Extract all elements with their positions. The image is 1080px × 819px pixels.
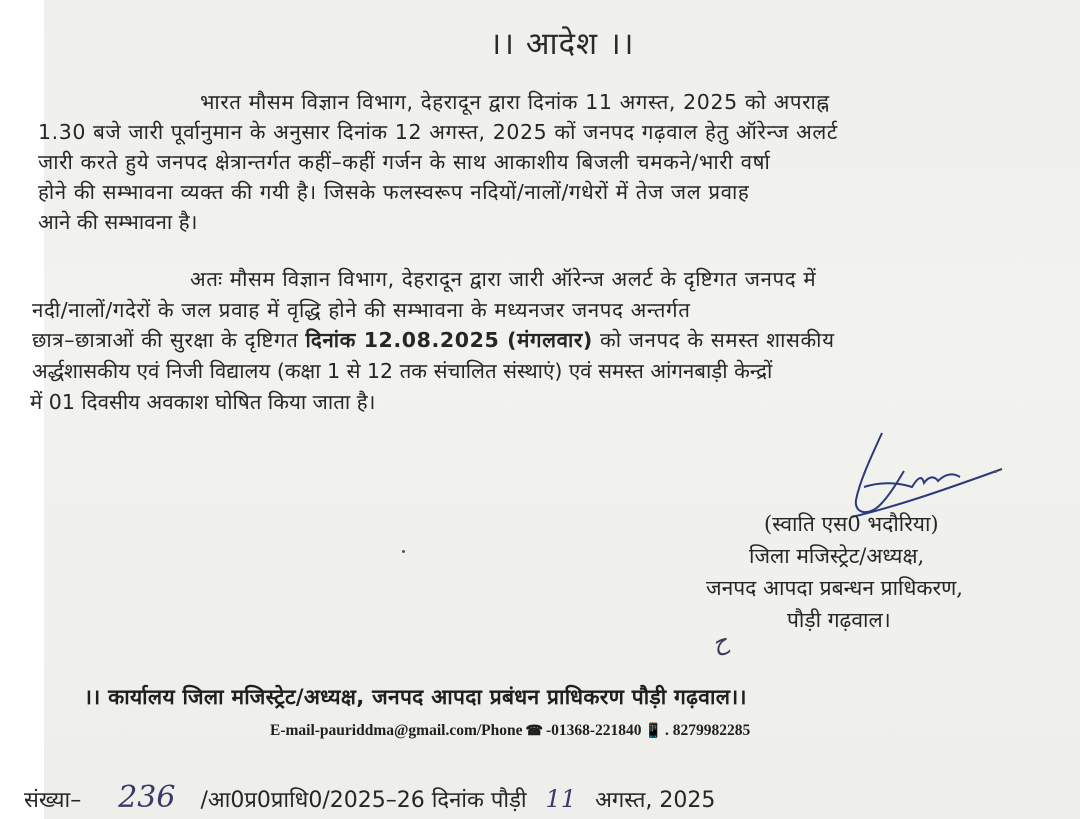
para1-line-4: होने की सम्भावना व्यक्त की गयी है। जिसके फलस्वरूप नदियों/नालों/गधेरों में तेज जल प्रवाह <box>38 180 750 204</box>
office-heading: ।। कार्यालय जिला मजिस्ट्रेट/अध्यक्ष, जनपद आपदा प्रबंधन प्राधिकरण पौड़ी गढ़वाल।। <box>84 685 747 709</box>
signatory-place: पौड़ी गढ़वाल। <box>787 608 891 632</box>
reference-number: 236 <box>118 780 176 815</box>
reference-line <box>24 780 716 815</box>
reference-day: 11 <box>545 785 577 813</box>
para2-line-3-end: को जनपद के समस्त शासकीय <box>592 328 835 352</box>
landline-number: -01368-221840 <box>545 722 642 739</box>
para2-line-1: अतः मौसम विज्ञान विभाग, देहरादून द्वारा जारी ऑरेन्ज अलर्ट के दृष्टिगत जनपद में <box>190 267 817 291</box>
signatory-designation: जिला मजिस्ट्रेट/अध्यक्ष, <box>749 544 925 568</box>
contact-line <box>270 722 750 740</box>
para2-line-3 <box>32 326 835 354</box>
telephone-icon: ☎ <box>525 724 543 739</box>
para1-line-2: 1.30 बजे जारी पूर्वानुमान के अनुसार दिनांक 12 अगस्त, 2025 कों जनपद गढ़वाल हेतु ऑरेन्ज अलर्ट <box>38 120 838 144</box>
para2-line-3-start: छात्र–छात्राओं की सुरक्षा के दृष्टिगत <box>32 328 306 352</box>
mobile-number: . 8279982285 <box>665 722 751 739</box>
reference-code: /आ0प्र0प्राधि0/2025–26 दिनांक पौड़ी <box>200 788 527 813</box>
signatory-authority: जनपद आपदा प्रबन्धन प्राधिकरण, <box>706 576 963 600</box>
reference-prefix: संख्या– <box>24 788 82 813</box>
ink-dot <box>994 470 997 473</box>
ink-dot <box>402 550 405 553</box>
para2-line-4: अर्द्धशासकीय एवं निजी विद्यालय (कक्षा 1 से 12 तक संचालित संस्थाएं) एवं समस्त आंगनबाड़ी केन्द्रों <box>32 359 773 383</box>
para1-line-3: जारी करते हुये जनपद क्षेत्रान्तर्गत कहीं–कहीं गर्जन के साथ आकाशीय बिजली चमकने/भारी वर्षा <box>38 150 771 174</box>
holiday-date: दिनांक 12.08.2025 (मंगलवार) <box>305 328 593 352</box>
reference-month-year: अगस्त, 2025 <box>595 788 716 813</box>
mobile-phone-icon: 📱 <box>644 724 662 739</box>
contact-email: E-mail-pauriddma@gmail.com/Phone <box>270 722 523 739</box>
page-title: ।। आदेश ।। <box>489 26 635 62</box>
para2-line-2: नदी/नालों/गदेरों के जल प्रवाह में वृद्धि होने की सम्भावना के मध्यनजर जनपद अन्तर्गत <box>32 298 691 322</box>
initial-mark: ح <box>707 626 732 658</box>
para2-line-5: में 01 दिवसीय अवकाश घोषित किया जाता है। <box>30 390 376 414</box>
para1-line-5: आने की सम्भावना है। <box>38 210 198 234</box>
order-document <box>24 0 1080 819</box>
para1-line-1: भारत मौसम विज्ञान विभाग, देहरादून द्वारा दिनांक 11 अगस्त, 2025 को अपराह्न <box>200 90 830 114</box>
signatory-name: (स्वाति एस0 भदौरिया) <box>764 512 939 536</box>
